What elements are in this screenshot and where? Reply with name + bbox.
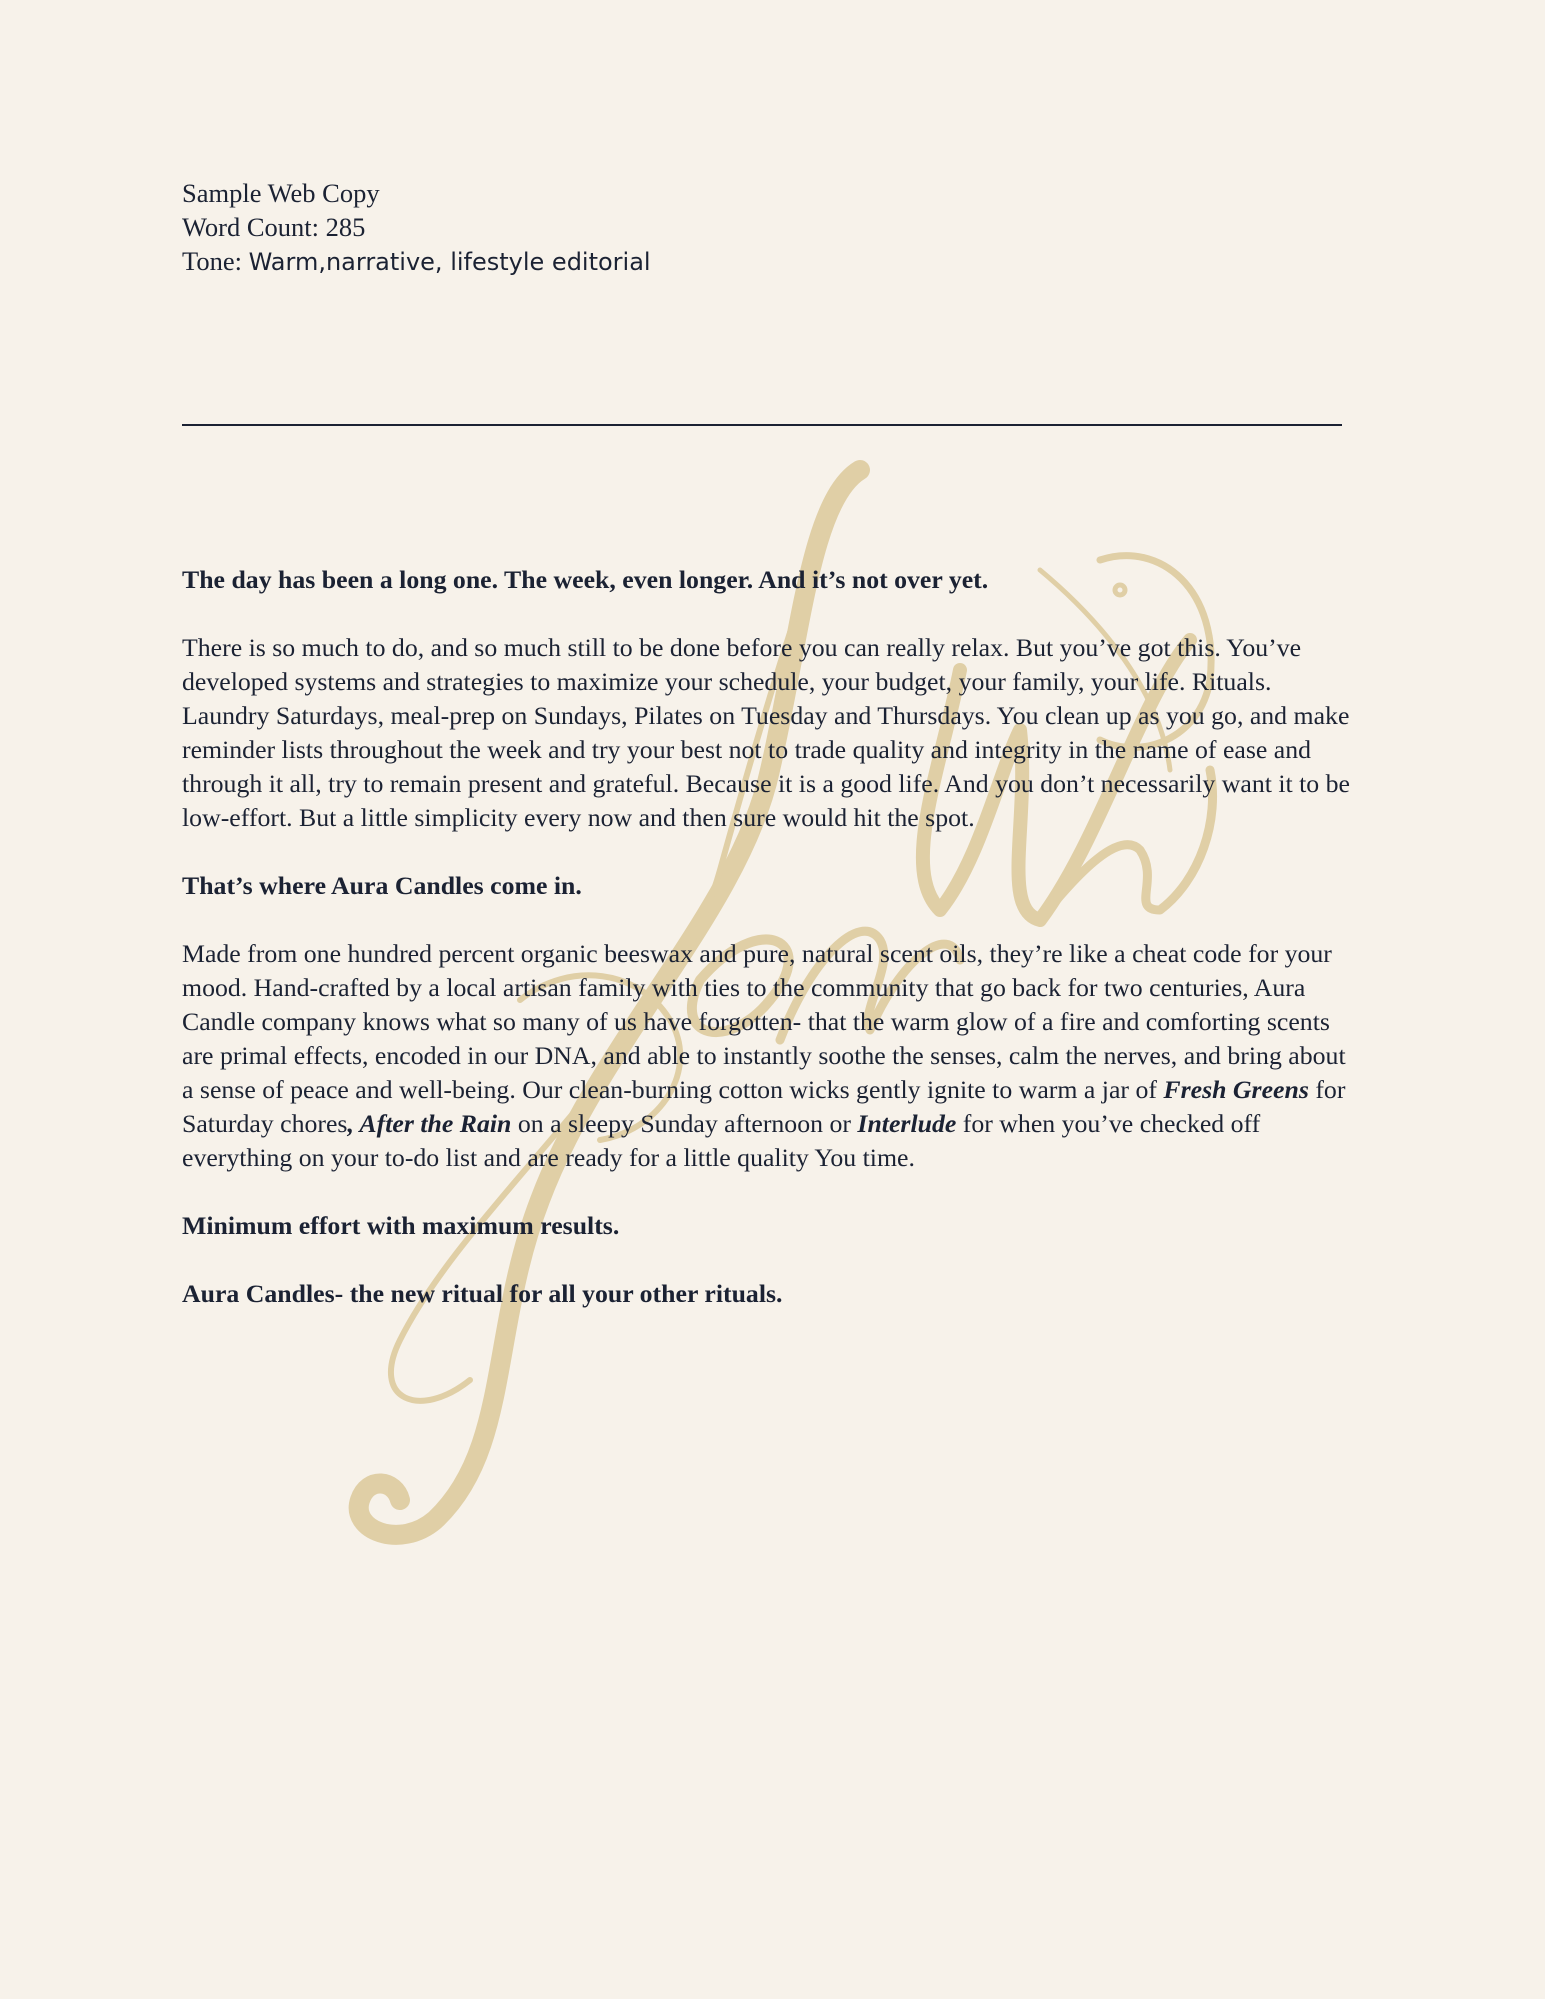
tone-label: Tone: (182, 246, 242, 276)
paragraph-one: There is so much to do, and so much still to be done before you can really relax. But you’ve got this. You’ve developed systems and strategies to maximize your schedule, your budget, your family, your life. Rituals. Laundry Saturdays, meal-prep on Sundays, Pilates on Tuesday and Thursdays. You clean up as you go, and make reminder lists throughout the week and try your best not to trade quality and integrity in the name of ease and through it all, try to remain present and grateful. Because it is a good life. And you don’t necessarily want it to be low-effort. But a little simplicity every now and then sure would hit the spot. (182, 633, 1350, 832)
header-title: Sample Web Copy (182, 178, 380, 208)
paragraph-two-text-d: for when you’ve checked off everything on your to-do list and are ready for a little quality You time. (182, 1109, 1261, 1172)
scent-after-the-rain: , After the Rain (347, 1109, 512, 1138)
web-copy-body (182, 563, 1362, 1345)
paragraph-two-text-c: on a sleepy Sunday afternoon or (511, 1109, 858, 1138)
horizontal-divider (182, 424, 1342, 426)
closing-tagline: Aura Candles- the new ritual for all your other rituals. (182, 1279, 783, 1308)
word-count-label: Word Count: (182, 212, 319, 242)
scent-fresh-greens: Fresh Greens (1163, 1075, 1309, 1104)
paragraph-two-text-b: for Saturday chores (182, 1075, 1346, 1138)
minimum-effort-heading: Minimum effort with maximum results. (182, 1211, 620, 1240)
tone-line (182, 244, 651, 279)
scent-interlude: Interlude (857, 1109, 957, 1138)
opening-heading: The day has been a long one. The week, even longer. And it’s not over yet. (182, 565, 989, 594)
document-header (182, 176, 651, 279)
aura-intro-heading: That’s where Aura Candles come in. (182, 871, 582, 900)
tone-value: Warm,narrative, lifestyle editorial (248, 248, 651, 276)
word-count-line (182, 210, 651, 244)
word-count-value: 285 (325, 212, 366, 242)
paragraph-two-text-a: Made from one hundred percent organic beeswax and pure, natural scent oils, they’re like a cheat code for your mood. Hand-crafted by a local artisan family with ties to the community that go back for two centuries, Aura Candle company knows what so many of us have forgotten- that the warm glow of a fire and comforting scents are primal effects, encoded in our DNA, and able to instantly soothe the senses, calm the nerves, and bring about a sense of peace and well-being. Our clean-burning cotton wicks gently ignite to warm a jar of (182, 939, 1346, 1104)
paragraph-two (182, 937, 1362, 1175)
